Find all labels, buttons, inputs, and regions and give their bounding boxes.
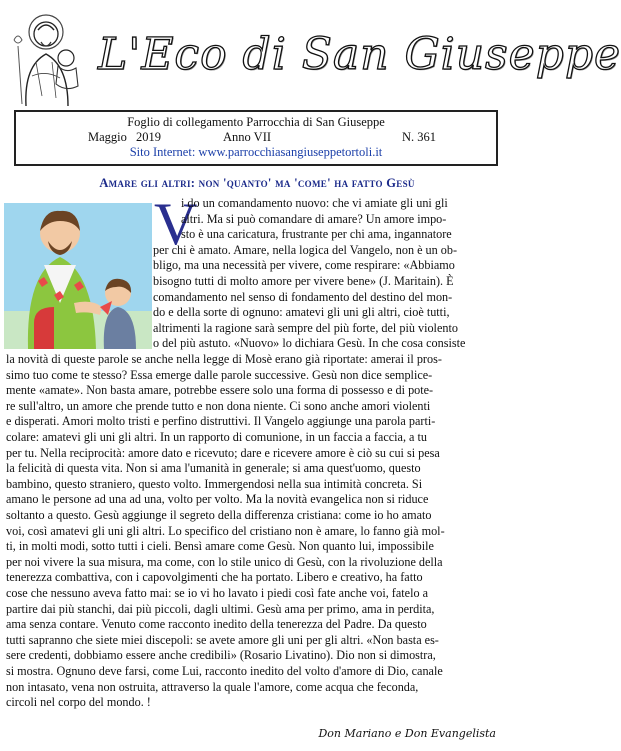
article-line: mente «amate». Non basta amare, potrebbe essere solo una forma di possesso e di pote-	[6, 383, 434, 398]
drop-cap: V	[154, 191, 198, 257]
article-line: sto è una caricatura, frustrante per chi ama, ingannatore	[181, 227, 452, 242]
issue-number: N. 361	[402, 130, 437, 144]
article-line: per chi è amato. Amare, nella logica del Vangelo, non è un ob-	[153, 242, 458, 257]
article-line: circoli nel corpo del mondo. !	[6, 695, 151, 710]
article-line: bisogno tutti di molto amore per vivere bene» (J. Maritain). È	[153, 274, 454, 288]
article-line: i do un comandamento nuovo: che vi amiate gli uni gli	[181, 196, 448, 210]
article-line: altri. Ma si può comandare di amare? Un amore impo-	[181, 211, 447, 226]
article-line: simo tuo come te stesso? Essa emerge dalle parole successive. Gesù non dice semplice-	[6, 367, 433, 382]
issue-month: Maggio	[88, 130, 127, 144]
article-line: non intasato, vena non ostruita, attraverso la quale l'amore, come acqua che feconda,	[6, 679, 419, 694]
article-line: voi, così amatevi gli uni gli altri. Lo specifico del cristiano non è amare, lo fanno già mol-	[6, 523, 445, 538]
article-line: per noi vivere la sua misura, ma come, con lo stile unico di Gesù, con la rivoluzione della	[6, 554, 443, 569]
publication-subtitle: Foglio di collegamento Parrocchia di San Giuseppe	[127, 115, 385, 129]
article-line: altrimenti la ragione sarà sempre del più forte, del più violento	[153, 320, 458, 335]
article-line: do e della sorte di ognuno: amatevi gli uni gli altri, cioè tutti,	[153, 305, 450, 320]
article-line: la novità di queste parole se anche nella legge di Mosè erano già riportate: amerai il pros-	[6, 352, 442, 366]
article-line: cose che nessuno aveva fatto mai: se io vi ho lavato i piedi così fate anche voi, fatelo a	[6, 586, 429, 600]
article-line: si mostra. Ognuno deve farsi, come Lui, racconto inedito del volto d'amore di Dio, canale	[6, 664, 443, 678]
article-line: soltanto a questo. Gesù aggiunge il segreto della differenza cristiana: come io ho amato	[6, 508, 432, 522]
article-line: per tu. Nella reciprocità: amore dato e ricevuto; dare e ricevere amore è ciò su cui si pesa	[6, 445, 440, 460]
article-line: re sull'altro, un amore che prende tutto e non dona niente. Ci sono anche amori violenti	[6, 398, 431, 413]
issue-year: 2019	[136, 130, 161, 144]
article-line: o del più astuto. «Nuovo» lo dichiara Gesù. In che cosa consiste	[153, 336, 466, 351]
article-line: sere credenti, dobbiamo essere anche credibili» (Rosario Livatino). Dio non si dimostra,	[6, 648, 436, 663]
article-line: ti, in molti modi, sotto tutti i cieli. Bensì amare come Gesù. Non quanto lui, impossibile	[6, 539, 434, 554]
article-signature: Don Mariano e Don Evangelista	[318, 727, 496, 740]
article-line: colare: amatevi gli uni gli altri. In un rapporto di comunione, in un faccia a faccia, a tu	[6, 430, 427, 444]
article-line: amano le persone ad una ad una, volto per volto. Ma la novità evangelica non si riduce	[6, 492, 429, 507]
masthead-title: L'Eco di San Giuseppe	[98, 29, 621, 80]
article-line: tutti sapranno che siete miei discepoli: se avete amore gli uni per gli altri. «Non basta es-	[6, 632, 439, 647]
article-line: ama senza contare. Venuto come racconto inedito della tenerezza del Padre. Da questo	[6, 617, 427, 632]
article-line: bligo, ma una necessità per vivere, come respirare: «Abbiamo	[153, 258, 455, 273]
article-line: tenerezza combattiva, con i capovolgimenti che ha portato. Libero e creativo, ha fatto	[6, 570, 423, 585]
website-link[interactable]: Sito Internet: www.parrocchiasangiuseppetortoli.it	[129, 145, 383, 159]
article-line: bambino, questo straniero, questo volto. Immergendosi nella sua intimità concreta. Si	[6, 476, 423, 491]
article-line: partire dai più stanchi, dai più piccoli, dagli ultimi. Gesù ama per primo, ama in perdita,	[6, 601, 435, 616]
article-line: comandamento nel senso di fondamento del destino del mon-	[153, 289, 453, 304]
issue-volume: Anno VII	[223, 130, 272, 144]
article-line: la felicità di questa vita. Non si ama l'umanità in generale; si ama quest'uomo, questo	[6, 461, 421, 476]
article-line: e disperati. Amori molto tristi e perfino distruttivi. Il Vangelo aggiunge una parola parti-	[6, 414, 436, 429]
article-title: Amare gli altri: non 'quanto' ma 'come' ha fatto Gesù	[99, 176, 415, 190]
